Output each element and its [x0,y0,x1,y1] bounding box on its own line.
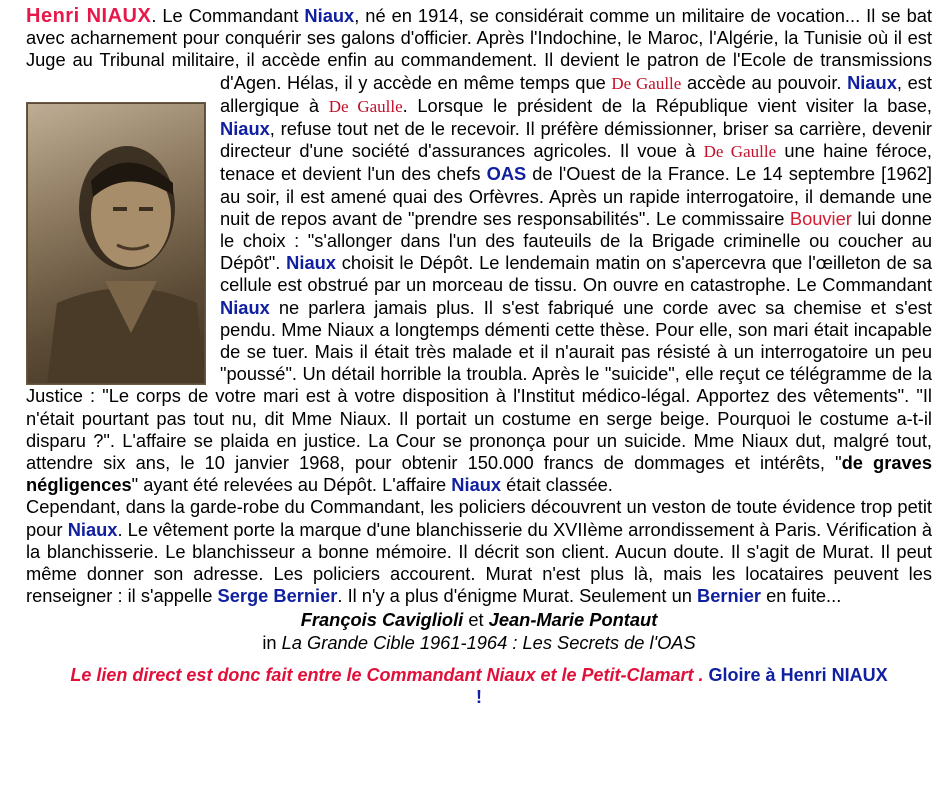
text-segment: . Le vêtement porte la marque d'une blanchisserie du XVIIème arrondissement à Paris. Vérification à la blanchisserie. Le blanchisseur a bonne mémoire. Il décrit son client. Aucun doute. Il s'agit de Murat. Il peut même donner son adresse. Les policiers accourent. Murat n'est plus là, mais les locataires peuvent les renseigner : il s'appelle [26,518,933,607]
text-segment: , est allergique à [220,71,932,116]
name-niaux: Niaux [451,474,502,496]
text-segment: , né en 1914, se considérait comme un militaire de vocation... Il se bat avec acharnement pour conquérir ses galons d'officier. Après l'Indochine, le Maroc, l'Algérie, la Tunisie où il est Juge au Tribunal militaire, il accède enfin au commandement. Il devient le patron de l'Ecole de transmissions d'Agen. Hélas, il y accède en même temps que [26,5,932,93]
credits-and: et [463,609,489,631]
text-segment: accède au pouvoir. [681,71,848,93]
text-segment: Cependant, dans la garde-robe du Commandant, les policiers découvrent un veston de toute évidence trop petit pour [26,496,932,540]
emphasis-negligences: de graves négligences [26,452,932,496]
author-caviglioli: François Caviglioli [300,609,464,631]
text-segment: . Le Commandant [151,5,305,26]
text-segment: " ayant été relevées au Dépôt. L'affaire [131,474,452,496]
text-segment: était classée. [501,474,613,496]
name-niaux: Niaux [304,5,355,26]
article-body [26,5,932,496]
name-niaux: Niaux [220,296,270,318]
portrait-figure-icon [27,103,205,384]
author-pontaut: Jean-Marie Pontaut [488,609,658,631]
text-segment: . Lorsque le président de la République vient visiter la base, [402,94,932,116]
text-segment: , refuse tout net de le recevoir. Il préfère démissionner, briser sa carrière, devenir directeur d'une société d'assurances agricoles. Il voue à [220,118,932,162]
text-segment: lui donne le choix : "s'allonger dans l'un des fauteuils de la Brigade criminelle ou coucher au Dépôt". [220,207,932,274]
name-niaux: Niaux [847,71,897,93]
name-niaux: Niaux [286,252,336,274]
name-oas: OAS [486,163,527,185]
book-title: La Grande Cible 1961-1964 : Les Secrets de l'OAS [281,631,696,653]
name-de-gaulle: De Gaulle [703,142,777,162]
text-segment: ne parlera jamais plus. Il s'est fabriqué une corde avec sa chemise et s'est pendu. Mme Niaux a longtemps démenti cette thèse. Pour elle, son mari était incapable de se tuer. Mais il était très malade et il n'aurait pas résisté à un interrogatoire un peu "poussé". Un détail horrible la troubla. Après le "suicide", elle reçut ce télégramme de la Justice : "Le corps de votre mari est à votre disposition à l'Institut médico-légal. Apportez des vêtements". "Il n'était pourtant pas tout nu, dit Mme Niaux. Il portait un costume en serge beige. Pourquoi le costume a-t-il disparu ?". L'affaire se plaida en justice. La Cour se prononça pour un suicide. Mme Niaux dut, malgré tout, attendre six ans, le 10 janvier 1968, pour obtenir 150.000 francs de dommages et intérêts, " [26,296,932,474]
credits-in: in [262,631,282,653]
portrait-photo [26,102,206,385]
conclusion-glory: Gloire à Henri NIAUX ! [476,664,888,707]
article-title-name: Henri NIAUX [26,5,152,27]
name-niaux: Niaux [220,118,270,140]
name-bernier: Bernier [697,585,762,607]
text-segment: choisit le Dépôt. Le lendemain matin on s'apercevra que l'œilleton de sa cellule est obstrué par un morceau de tissu. On ouvre en catastrophe. Le Commandant [220,252,932,296]
name-de-gaulle: De Gaulle [328,96,403,116]
name-bouvier: Bouvier [789,207,852,229]
name-niaux: Niaux [67,518,118,540]
conclusion [66,664,892,708]
text-segment: de l'Ouest de la France. Le 14 septembre [1962] au soir, il est amené quai des Orfèvres. Après un rapide interrogatoire, il demande une nuit de repos avant de "prendre ses responsabilités". Le commissaire [220,163,932,229]
text-segment: une haine féroce, tenace et devient l'un des chefs [220,140,932,185]
source-credits [26,609,932,653]
article-paragraph-2 [26,496,932,607]
conclusion-text: Le lien direct est donc fait entre le Commandant Niaux et le Petit-Clamart . [70,664,709,685]
text-segment: . Il n'y a plus d'énigme Murat. Seulement un [337,585,697,607]
text-segment: en fuite... [761,585,842,607]
article [26,5,932,708]
name-serge-bernier: Serge Bernier [217,585,338,607]
name-de-gaulle: De Gaulle [611,73,682,93]
